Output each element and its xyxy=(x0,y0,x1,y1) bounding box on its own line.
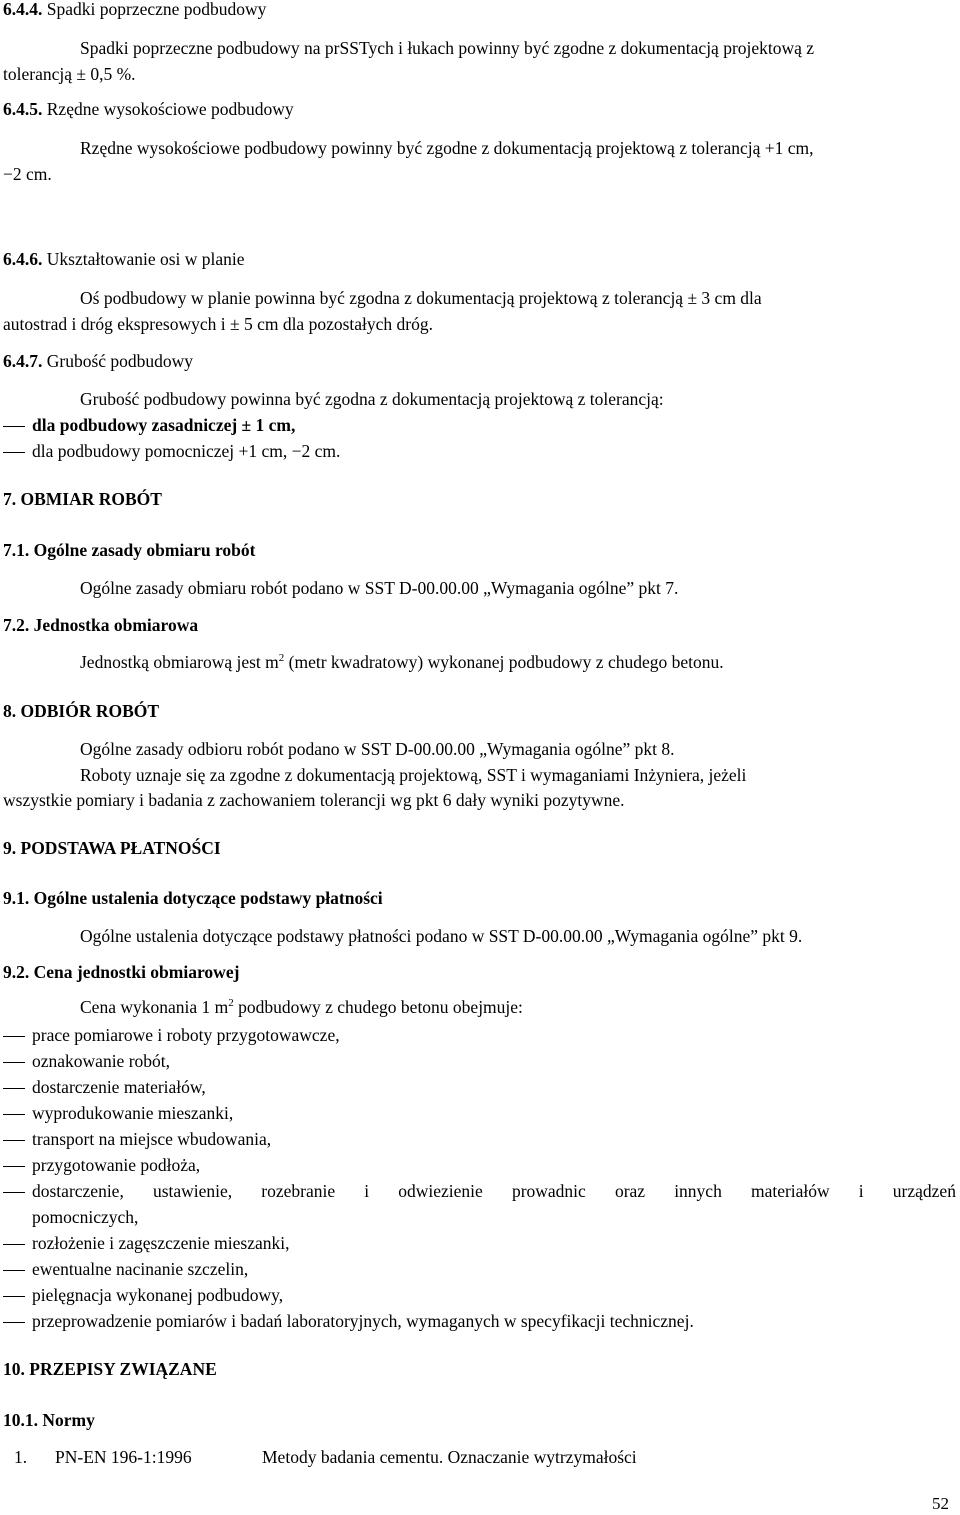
word: oraz xyxy=(614,1181,646,1201)
list-item: oznakowanie robót, xyxy=(32,1051,171,1071)
heading-6-4-4 xyxy=(3,0,266,20)
section-heading-7-1: 7.1. Ogólne zasady obmiaru robót xyxy=(3,540,256,560)
paragraph-line: Roboty uznaje się za zgodne z dokumentacją projektową, SST i wymaganiami Inżyniera, jeżeli xyxy=(80,765,747,785)
dash-bullet-icon xyxy=(3,426,25,427)
list-item: przygotowanie podłoża, xyxy=(32,1155,201,1175)
paragraph-line: Spadki poprzeczne podbudowy na prSSTych i łukach powinny być zgodne z dokumentacją projektową z xyxy=(80,38,815,58)
section-heading-7: 7. OBMIAR ROBÓT xyxy=(3,489,162,509)
section-heading-10: 10. PRZEPISY ZWIĄZANE xyxy=(3,1359,217,1379)
paragraph-line xyxy=(80,996,523,1018)
dash-bullet-icon xyxy=(3,452,25,453)
section-heading-10-1: 10.1. Normy xyxy=(3,1410,95,1430)
heading-number: 6.4.6. xyxy=(3,249,43,269)
paragraph-line: Ogólne ustalenia dotyczące podstawy płatności podano w SST D-00.00.00 „Wymagania ogólne” pkt 9. xyxy=(80,926,803,946)
list-item: prace pomiarowe i roboty przygotowawcze, xyxy=(32,1025,340,1045)
paragraph-line: wszystkie pomiary i badania z zachowaniem tolerancji wg pkt 6 dały wyniki pozytywne. xyxy=(3,790,625,810)
list-item: wyprodukowanie mieszanki, xyxy=(32,1103,234,1123)
paragraph-line: autostrad i dróg ekspresowych i ± 5 cm dla pozostałych dróg. xyxy=(3,314,433,334)
word: dostarczenie, xyxy=(32,1181,124,1201)
section-heading-9-2: 9.2. Cena jednostki obmiarowej xyxy=(3,962,240,982)
paragraph-line: Grubość podbudowy powinna być zgodna z dokumentacją projektową z tolerancją: xyxy=(80,389,664,409)
dash-bullet-icon xyxy=(3,1296,25,1297)
list-item: rozłożenie i zagęszczenie mieszanki, xyxy=(32,1233,290,1253)
section-heading-9: 9. PODSTAWA PŁATNOŚCI xyxy=(3,838,221,858)
heading-6-4-7 xyxy=(3,350,193,372)
page-number: 52 xyxy=(932,1494,949,1513)
heading-text: Rzędne wysokościowe podbudowy xyxy=(46,99,294,119)
superscript: 2 xyxy=(278,652,285,664)
word: odwiezienie xyxy=(398,1181,483,1201)
paragraph-line xyxy=(80,651,724,673)
list-item-justified xyxy=(32,1180,956,1202)
dash-bullet-icon xyxy=(3,1062,25,1063)
dash-bullet-icon xyxy=(3,1270,25,1271)
heading-number: 6.4.4. xyxy=(3,0,43,19)
heading-6-4-5 xyxy=(3,98,294,120)
list-item: ewentualne nacinanie szczelin, xyxy=(32,1259,249,1279)
dash-bullet-icon xyxy=(3,1140,25,1141)
list-item-continuation: pomocniczych, xyxy=(32,1207,139,1227)
norm-title: Metody badania cementu. Oznaczanie wytrzymałości xyxy=(262,1447,637,1467)
paragraph-line: tolerancją ± 0,5 %. xyxy=(3,64,136,84)
dash-bullet-icon xyxy=(3,1322,25,1323)
norm-number: 1. xyxy=(14,1447,28,1467)
dash-bullet-icon xyxy=(3,1192,25,1193)
word: prowadnic xyxy=(511,1181,586,1201)
list-item: dla podbudowy zasadniczej ± 1 cm, xyxy=(32,415,296,435)
paragraph-line: −2 cm. xyxy=(3,164,52,184)
word: materiałów xyxy=(750,1181,830,1201)
list-item: pielęgnacja wykonanej podbudowy, xyxy=(32,1285,284,1305)
heading-number: 6.4.7. xyxy=(3,351,43,371)
text-run: podbudowy z chudego betonu obejmuje: xyxy=(233,997,523,1017)
list-item: dla podbudowy pomocniczej +1 cm, −2 cm. xyxy=(32,441,341,461)
word: ustawienie, xyxy=(152,1181,233,1201)
text-run: Jednostką obmiarową jest m xyxy=(80,652,279,672)
section-heading-8: 8. ODBIÓR ROBÓT xyxy=(3,701,160,721)
dash-bullet-icon xyxy=(3,1036,25,1037)
heading-number: 6.4.5. xyxy=(3,99,43,119)
heading-text: Grubość podbudowy xyxy=(46,351,194,371)
word: innych xyxy=(674,1181,722,1201)
word: urządzeń xyxy=(892,1181,956,1201)
word: i xyxy=(858,1181,864,1201)
superscript: 2 xyxy=(228,997,234,1009)
list-item: dostarczenie materiałów, xyxy=(32,1077,206,1097)
dash-bullet-icon xyxy=(3,1088,25,1089)
dash-bullet-icon xyxy=(3,1114,25,1115)
word: i xyxy=(364,1181,370,1201)
paragraph-line: Rzędne wysokościowe podbudowy powinny być zgodne z dokumentacją projektową z tolerancją +1 cm, xyxy=(80,138,814,158)
text-run: Cena wykonania 1 m xyxy=(80,997,229,1017)
word: rozebranie xyxy=(261,1181,336,1201)
list-item: przeprowadzenie pomiarów i badań laboratoryjnych, wymaganych w specyfikacji technicznej. xyxy=(32,1311,694,1331)
section-heading-9-1: 9.1. Ogólne ustalenia dotyczące podstawy płatności xyxy=(3,888,383,908)
paragraph-line: Oś podbudowy w planie powinna być zgodna z dokumentacją projektową z tolerancją ± 3 cm dla xyxy=(80,288,762,308)
paragraph-line: Ogólne zasady obmiaru robót podano w SST D-00.00.00 „Wymagania ogólne” pkt 7. xyxy=(80,578,679,598)
heading-6-4-6 xyxy=(3,248,245,270)
heading-text: Ukształtowanie osi w planie xyxy=(46,249,245,269)
heading-text: Spadki poprzeczne podbudowy xyxy=(46,0,267,19)
dash-bullet-icon xyxy=(3,1244,25,1245)
paragraph-line: Ogólne zasady odbioru robót podano w SST D-00.00.00 „Wymagania ogólne” pkt 8. xyxy=(80,739,675,759)
norm-code: PN-EN 196-1:1996 xyxy=(55,1447,192,1467)
text-run: (metr kwadratowy) wykonanej podbudowy z chudego betonu. xyxy=(284,652,724,672)
section-heading-7-2: 7.2. Jednostka obmiarowa xyxy=(3,615,199,635)
list-item: transport na miejsce wbudowania, xyxy=(32,1129,272,1149)
dash-bullet-icon xyxy=(3,1166,25,1167)
